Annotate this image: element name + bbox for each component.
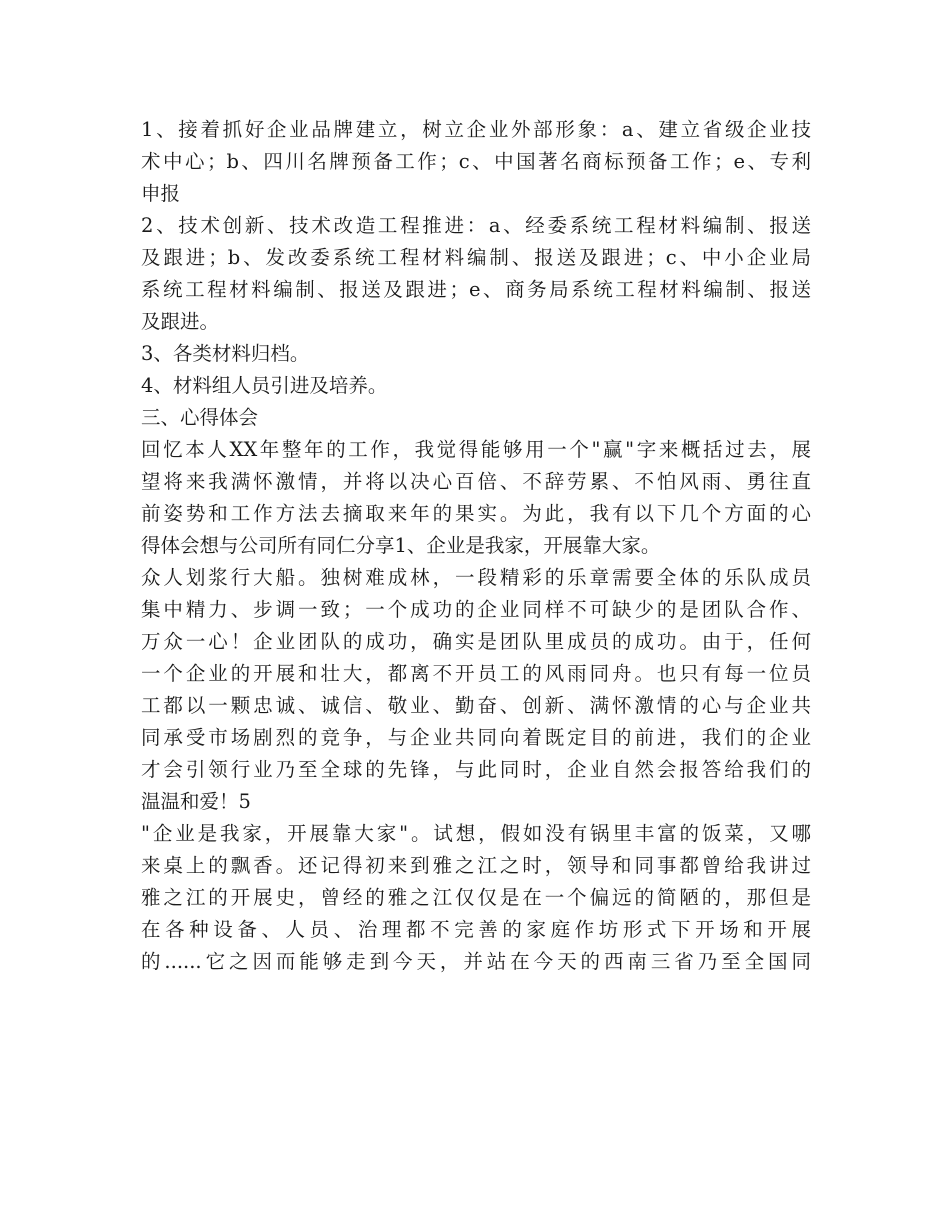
document-page (141, 114, 811, 978)
text-line: 三、心得体会 (141, 406, 259, 429)
text-line: 工都以一颗忠诚、诚信、敬业、勤奋、创新、满怀激情的心与企业共 (141, 694, 811, 717)
text-line: 众人划浆行大船。独树难成林，一段精彩的乐章需要全体的乐队成员 (141, 566, 811, 589)
text-line: 2、技术创新、技术改造工程推进：a、经委系统工程材料编制、报送 (141, 214, 811, 237)
text-line: 同承受市场剧烈的竞争，与企业共同向着既定目的前进，我们的企业 (141, 726, 811, 749)
list-item-4 (141, 370, 811, 402)
list-item-1 (141, 114, 811, 210)
text-line: 温温和爱！5 (141, 790, 251, 813)
text-line: 的......它之因而能够走到今天，并站在今天的西南三省乃至全国同 (141, 950, 811, 973)
text-line: 1、接着抓好企业品牌建立，树立企业外部形象：a、建立省级企业技 (141, 118, 811, 141)
text-line: 申报 (141, 182, 181, 205)
text-line: 来桌上的飘香。还记得初来到雅之江之时，领导和同事都曾给我讲过 (141, 854, 811, 877)
text-line: 才会引领行业乃至全球的先锋，与此同时，企业自然会报答给我们的 (141, 758, 811, 781)
text-line: 及跟进。 (141, 310, 220, 333)
text-line: 在各种设备、人员、治理都不完善的家庭作坊形式下开场和开展 (141, 918, 811, 941)
section-heading (141, 402, 811, 434)
text-line: 4、材料组人员引进及培养。 (141, 374, 388, 397)
paragraph-teamwork (141, 562, 811, 818)
text-line: "企业是我家，开展靠大家"。试想，假如没有锅里丰富的饭菜，又哪 (141, 822, 811, 845)
list-item-2 (141, 210, 811, 338)
paragraph-reflection-intro (141, 434, 811, 562)
text-line: 万众一心！企业团队的成功，确实是团队里成员的成功。由于，任何 (141, 630, 811, 653)
text-line: 前姿势和工作方法去摘取来年的果实。为此，我有以下几个方面的心 (141, 502, 811, 525)
text-line: 3、各类材料归档。 (141, 342, 310, 365)
text-line: 及跟进；b、发改委系统工程材料编制、报送及跟进；c、中小企业局 (141, 246, 811, 269)
text-line: 得体会想与公司所有同仁分享1、企业是我家，开展靠大家。 (141, 534, 661, 557)
text-line: 一个企业的开展和壮大，都离不开员工的风雨同舟。也只有每一位员 (141, 662, 811, 685)
paragraph-company-history (141, 818, 811, 978)
text-line: 望将来我满怀激情，并将以决心百倍、不辞劳累、不怕风雨、勇往直 (141, 470, 811, 493)
text-line: 系统工程材料编制、报送及跟进；e、商务局系统工程材料编制、报送 (141, 278, 811, 301)
text-line: 术中心；b、四川名牌预备工作；c、中国著名商标预备工作；e、专利 (141, 150, 811, 173)
text-line: 回忆本人XX年整年的工作，我觉得能够用一个"赢"字来概括过去，展 (141, 438, 811, 461)
text-line: 集中精力、步调一致；一个成功的企业同样不可缺少的是团队合作、 (141, 598, 811, 621)
text-line: 雅之江的开展史，曾经的雅之江仅仅是在一个偏远的简陋的，那但是 (141, 886, 811, 909)
list-item-3 (141, 338, 811, 370)
